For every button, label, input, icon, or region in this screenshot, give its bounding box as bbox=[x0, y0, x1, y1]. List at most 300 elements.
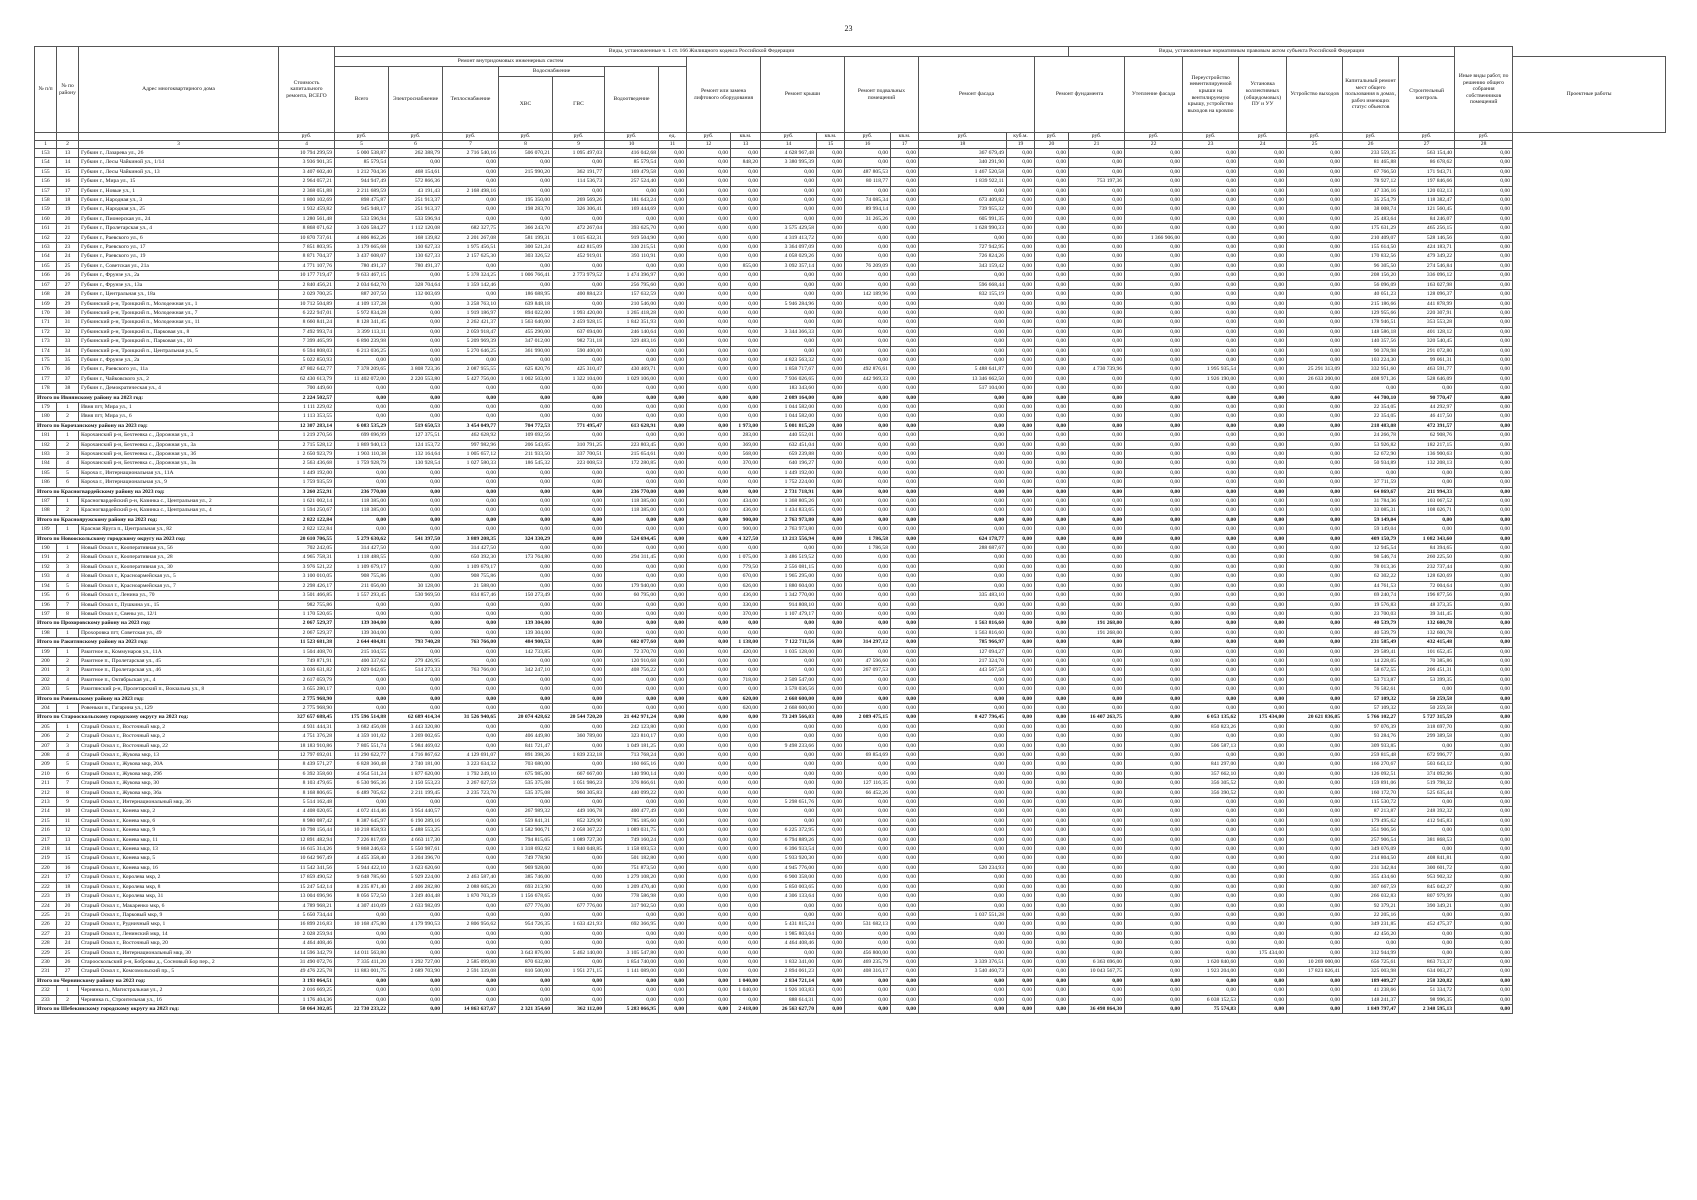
value-cell: 2 211 689,59 bbox=[335, 186, 389, 195]
value-cell: 0,00 bbox=[891, 826, 919, 835]
total-cell: 0,00 bbox=[687, 976, 731, 985]
value-cell: 0,00 bbox=[1125, 807, 1183, 816]
value-cell: 0,00 bbox=[659, 384, 687, 393]
value-cell: 0,00 bbox=[1183, 308, 1239, 317]
value-cell: 1 158 693,53 bbox=[605, 845, 659, 854]
total-cell: 0,00 bbox=[335, 393, 389, 402]
value-cell: 0,00 bbox=[891, 290, 919, 299]
value-cell: 0,00 bbox=[919, 882, 1007, 891]
value-cell: 0,00 bbox=[1069, 751, 1125, 760]
index-cell: 36 bbox=[57, 365, 79, 374]
total-cell: 0,00 bbox=[687, 638, 731, 647]
value-cell: 0,00 bbox=[687, 609, 731, 618]
value-cell: 126 092,51 bbox=[1343, 769, 1399, 778]
value-cell: 0,00 bbox=[687, 544, 731, 553]
col-total: Всего bbox=[335, 67, 389, 133]
value-cell: 0,00 bbox=[1287, 224, 1343, 233]
value-cell: 0,00 bbox=[1125, 751, 1183, 760]
value-cell: 1 049 181,25 bbox=[605, 741, 659, 750]
value-cell: 0,00 bbox=[1183, 243, 1239, 252]
value-cell: 0,00 bbox=[891, 835, 919, 844]
value-cell: 436,00 bbox=[731, 591, 761, 600]
address-cell: Ракитное п., Коммунаров ул., 11А bbox=[79, 647, 279, 656]
value-cell: 0,00 bbox=[1287, 337, 1343, 346]
value-cell: 0,00 bbox=[1035, 243, 1069, 252]
value-cell: 7 378 209,65 bbox=[335, 365, 389, 374]
value-cell: 0,00 bbox=[443, 177, 499, 186]
index-cell: 164 bbox=[35, 252, 57, 261]
address-cell: Старый Оскол г., Конева мкр, 9 bbox=[79, 826, 279, 835]
value-cell: 634 003,27 bbox=[1399, 967, 1455, 976]
unit-cell: руб. bbox=[443, 133, 499, 141]
value-cell: 0,00 bbox=[1239, 807, 1287, 816]
value-cell: 0,00 bbox=[1455, 214, 1513, 223]
value-cell: 0,00 bbox=[389, 158, 443, 167]
col-foundation: Ремонт фундамента bbox=[1035, 57, 1125, 133]
value-cell: 0,00 bbox=[553, 572, 605, 581]
value-cell: 0,00 bbox=[731, 205, 761, 214]
value-cell: 0,00 bbox=[659, 647, 687, 656]
value-cell: 93 284,76 bbox=[1343, 732, 1399, 741]
value-cell: 136 900,63 bbox=[1399, 450, 1455, 459]
total-cell: 900,00 bbox=[731, 515, 761, 524]
value-cell: 0,00 bbox=[335, 703, 389, 712]
value-cell: 223 803,45 bbox=[605, 440, 659, 449]
value-cell: 309 933,85 bbox=[1343, 741, 1399, 750]
value-cell: 8 235 871,40 bbox=[335, 882, 389, 891]
value-cell: 0,00 bbox=[1035, 186, 1069, 195]
column-number-cell: 9 bbox=[553, 141, 605, 149]
value-cell: 140 990,14 bbox=[605, 769, 659, 778]
index-cell: 160 bbox=[35, 214, 57, 223]
value-cell: 0,00 bbox=[1239, 280, 1287, 289]
column-number-cell: 25 bbox=[1287, 141, 1343, 149]
table-row bbox=[35, 939, 1666, 948]
value-cell: 1 563 640,00 bbox=[499, 318, 553, 327]
value-cell: 0,00 bbox=[1035, 374, 1069, 383]
total-cell: 0,00 bbox=[1239, 421, 1287, 430]
table-row bbox=[35, 158, 1666, 167]
value-cell: 0,00 bbox=[1035, 816, 1069, 825]
value-cell: 0,00 bbox=[605, 355, 659, 364]
value-cell: 639 848,18 bbox=[499, 299, 553, 308]
value-cell: 0,00 bbox=[389, 506, 443, 515]
total-cell: 0,00 bbox=[1125, 619, 1183, 628]
index-cell: 14 bbox=[57, 845, 79, 854]
value-cell: 0,00 bbox=[499, 798, 553, 807]
value-cell: 0,00 bbox=[845, 506, 891, 515]
value-cell: 0,00 bbox=[817, 459, 845, 468]
value-cell: 887 207,50 bbox=[335, 290, 389, 299]
value-cell: 0,00 bbox=[1125, 703, 1183, 712]
value-cell: 0,00 bbox=[1007, 459, 1035, 468]
value-cell: 0,00 bbox=[817, 572, 845, 581]
value-cell: 0,00 bbox=[659, 600, 687, 609]
value-cell: 0,00 bbox=[1239, 798, 1287, 807]
value-cell: 267 097,53 bbox=[845, 666, 891, 675]
value-cell: 0,00 bbox=[687, 412, 731, 421]
value-cell: 0,00 bbox=[1069, 910, 1125, 919]
value-cell: 0,00 bbox=[659, 459, 687, 468]
value-cell: 0,00 bbox=[1007, 600, 1035, 609]
value-cell: 0,00 bbox=[731, 816, 761, 825]
address-cell: Губкин г., Фрунзе ул., 2а bbox=[79, 355, 279, 364]
address-cell: Губкинский р-н, Троицкий п., Молодежная ул., 1 bbox=[79, 299, 279, 308]
value-cell: 332 951,60 bbox=[1343, 365, 1399, 374]
value-cell: 0,00 bbox=[731, 995, 761, 1004]
value-cell: 0,00 bbox=[1239, 506, 1287, 515]
index-cell: 228 bbox=[35, 939, 57, 948]
total-cell: 0,00 bbox=[389, 515, 443, 524]
value-cell: 0,00 bbox=[1069, 581, 1125, 590]
value-cell: 530 969,50 bbox=[389, 591, 443, 600]
value-cell: 0,00 bbox=[891, 675, 919, 684]
value-cell: 0,00 bbox=[1183, 506, 1239, 515]
index-cell: 29 bbox=[57, 299, 79, 308]
address-cell: Старый Оскол г., Интернациональный мкр, 30 bbox=[79, 948, 279, 957]
total-cell: 218 483,08 bbox=[1343, 421, 1399, 430]
value-cell: 0,00 bbox=[919, 807, 1007, 816]
value-cell: 0,00 bbox=[891, 986, 919, 995]
value-cell: 0,00 bbox=[389, 929, 443, 938]
value-cell: 0,00 bbox=[553, 760, 605, 769]
value-cell: 0,00 bbox=[1035, 196, 1069, 205]
value-cell: 0,00 bbox=[1183, 920, 1239, 929]
value-cell: 6 213 036,25 bbox=[335, 346, 389, 355]
value-cell: 0,00 bbox=[1239, 468, 1287, 477]
value-cell: 0,00 bbox=[919, 497, 1007, 506]
value-cell: 0,00 bbox=[1035, 205, 1069, 214]
value-cell: 0,00 bbox=[687, 591, 731, 600]
value-cell: 0,00 bbox=[891, 318, 919, 327]
total-cell: 0,00 bbox=[817, 694, 845, 703]
value-cell: 0,00 bbox=[1455, 525, 1513, 534]
value-cell: 0,00 bbox=[817, 798, 845, 807]
value-cell: 0,00 bbox=[817, 892, 845, 901]
value-cell: 449 106,78 bbox=[553, 807, 605, 816]
total-cell: 0,00 bbox=[1125, 976, 1183, 985]
value-cell: 0,00 bbox=[1183, 609, 1239, 618]
table-row bbox=[35, 252, 1666, 261]
value-cell: 5 378 324,25 bbox=[443, 271, 499, 280]
value-cell: 1 366 906,00 bbox=[1125, 233, 1183, 242]
value-cell: 0,00 bbox=[443, 355, 499, 364]
value-cell: 0,00 bbox=[1125, 384, 1183, 393]
total-cell: 0,00 bbox=[817, 713, 845, 722]
value-cell: 2 556 081,15 bbox=[761, 562, 817, 571]
value-cell: 0,00 bbox=[1125, 205, 1183, 214]
total-cell: 6 053 135,62 bbox=[1183, 713, 1239, 722]
value-cell: 442 815,09 bbox=[553, 243, 605, 252]
value-cell: 0,00 bbox=[1455, 196, 1513, 205]
address-cell: Губкин г., Раевского ул., 19 bbox=[79, 252, 279, 261]
value-cell: 0,00 bbox=[335, 600, 389, 609]
value-cell: 0,00 bbox=[731, 346, 761, 355]
value-cell: 0,00 bbox=[1183, 337, 1239, 346]
total-cell: 0,00 bbox=[1287, 393, 1343, 402]
total-cell: 0,00 bbox=[1455, 619, 1513, 628]
address-cell: Старый Оскол г., Ленинский мкр, 14 bbox=[79, 929, 279, 938]
value-cell: 2 211 199,45 bbox=[389, 788, 443, 797]
value-cell: 0,00 bbox=[605, 929, 659, 938]
value-cell: 0,00 bbox=[1035, 158, 1069, 167]
value-cell: 0,00 bbox=[817, 327, 845, 336]
total-cell: 236 770,00 bbox=[605, 487, 659, 496]
value-cell: 0,00 bbox=[659, 506, 687, 515]
value-cell: 62 302,22 bbox=[1343, 572, 1399, 581]
value-cell: 169 444,69 bbox=[605, 205, 659, 214]
value-cell: 0,00 bbox=[761, 214, 817, 223]
value-cell: 1 112 120,08 bbox=[389, 224, 443, 233]
value-cell: 330,00 bbox=[731, 600, 761, 609]
total-cell: 5 279 630,62 bbox=[335, 534, 389, 543]
value-cell: 0,00 bbox=[553, 355, 605, 364]
value-cell: 0,00 bbox=[659, 957, 687, 966]
value-cell: 0,00 bbox=[553, 497, 605, 506]
value-cell: 3 179 665,68 bbox=[335, 243, 389, 252]
total-label: Итого по Краснояружскому району на 2023 год: bbox=[35, 515, 279, 524]
value-cell: 1 434 833,65 bbox=[761, 506, 817, 515]
value-cell: 0,00 bbox=[443, 816, 499, 825]
value-cell: 832 155,19 bbox=[919, 290, 1007, 299]
total-cell: 2 089 164,00 bbox=[761, 393, 817, 402]
value-cell: 0,00 bbox=[1035, 252, 1069, 261]
value-cell: 0,00 bbox=[817, 214, 845, 223]
unit-cell: руб. bbox=[919, 133, 1007, 141]
address-cell: Новый Оскол г., Кооперативная ул., 28 bbox=[79, 553, 279, 562]
total-cell: 258 320,82 bbox=[1399, 976, 1455, 985]
value-cell: 0,00 bbox=[919, 722, 1007, 731]
total-cell: 3 809 208,35 bbox=[443, 534, 499, 543]
value-cell: 0,00 bbox=[389, 478, 443, 487]
value-cell: 0,00 bbox=[687, 751, 731, 760]
value-cell: 0,00 bbox=[1035, 769, 1069, 778]
value-cell: 0,00 bbox=[659, 271, 687, 280]
total-cell: 22 730 233,22 bbox=[335, 1004, 389, 1013]
value-cell: 0,00 bbox=[335, 412, 389, 421]
value-cell: 0,00 bbox=[659, 468, 687, 477]
value-cell: 0,00 bbox=[553, 600, 605, 609]
table-row bbox=[35, 280, 1666, 289]
value-cell: 0,00 bbox=[1287, 845, 1343, 854]
value-cell: 0,00 bbox=[1455, 873, 1513, 882]
value-cell: 0,00 bbox=[1455, 798, 1513, 807]
value-cell: 3 399 113,11 bbox=[335, 327, 389, 336]
value-cell: 0,00 bbox=[553, 280, 605, 289]
value-cell: 514 273,33 bbox=[389, 666, 443, 675]
value-cell: 0,00 bbox=[1069, 854, 1125, 863]
value-cell: 7 335 411,20 bbox=[335, 957, 389, 966]
value-cell: 0,00 bbox=[1007, 544, 1035, 553]
value-cell: 525 635,44 bbox=[1399, 788, 1455, 797]
value-cell: 0,00 bbox=[891, 591, 919, 600]
value-cell: 86 678,62 bbox=[1399, 158, 1455, 167]
value-cell: 1 089 031,75 bbox=[605, 826, 659, 835]
value-cell: 0,00 bbox=[1455, 845, 1513, 854]
value-cell: 0,00 bbox=[1007, 553, 1035, 562]
value-cell: 0,00 bbox=[553, 581, 605, 590]
value-cell: 0,00 bbox=[1239, 562, 1287, 571]
index-cell: 171 bbox=[35, 318, 57, 327]
index-cell: 181 bbox=[35, 431, 57, 440]
value-cell: 0,00 bbox=[659, 308, 687, 317]
index-cell: 213 bbox=[35, 798, 57, 807]
value-cell: 3 249 404,48 bbox=[389, 892, 443, 901]
address-cell: Губкинский р-н, Троицкий п., Центральная ул., 5 bbox=[79, 346, 279, 355]
value-cell: 62 908,76 bbox=[1399, 431, 1455, 440]
value-cell: 408 316,17 bbox=[845, 967, 891, 976]
value-cell: 0,00 bbox=[687, 186, 731, 195]
table-row bbox=[35, 656, 1666, 665]
value-cell: 677 776,00 bbox=[499, 901, 553, 910]
total-cell: 0,00 bbox=[1239, 534, 1287, 543]
value-cell: 0,00 bbox=[443, 807, 499, 816]
value-cell: 0,00 bbox=[389, 553, 443, 562]
value-cell: 2 633 982,09 bbox=[389, 901, 443, 910]
value-cell: 0,00 bbox=[1007, 609, 1035, 618]
value-cell: 0,00 bbox=[1035, 346, 1069, 355]
address-cell: Старый Оскол г., Конева мкр, 5 bbox=[79, 854, 279, 863]
value-cell: 0,00 bbox=[687, 261, 731, 270]
value-cell: 0,00 bbox=[731, 402, 761, 411]
value-cell: 14 228,05 bbox=[1343, 656, 1399, 665]
value-cell: 0,00 bbox=[1399, 741, 1455, 750]
value-cell: 4 455 358,40 bbox=[335, 854, 389, 863]
table-row bbox=[35, 581, 1666, 590]
value-cell: 0,00 bbox=[659, 751, 687, 760]
column-number-cell: 23 bbox=[1183, 141, 1239, 149]
value-cell: 274 546,84 bbox=[1399, 261, 1455, 270]
value-cell: 6 396 933,54 bbox=[761, 845, 817, 854]
value-cell: 0,00 bbox=[731, 892, 761, 901]
value-cell: 0,00 bbox=[687, 647, 731, 656]
unit-cell: руб. bbox=[389, 133, 443, 141]
value-cell: 340 291,90 bbox=[919, 158, 1007, 167]
column-number-cell: 16 bbox=[845, 141, 891, 149]
value-cell: 0,00 bbox=[1125, 553, 1183, 562]
value-cell: 650 392,30 bbox=[443, 553, 499, 562]
index-cell: 201 bbox=[35, 666, 57, 675]
value-cell: 0,00 bbox=[845, 591, 891, 600]
value-cell: 22 354,05 bbox=[1343, 412, 1399, 421]
value-cell: 1 923 204,00 bbox=[1183, 967, 1239, 976]
value-cell: 0,00 bbox=[1125, 910, 1183, 919]
index-cell: 203 bbox=[35, 685, 57, 694]
total-cell: 0,00 bbox=[1183, 393, 1239, 402]
value-cell: 0,00 bbox=[817, 252, 845, 261]
value-cell: 215 186,66 bbox=[1343, 299, 1399, 308]
value-cell: 0,00 bbox=[731, 939, 761, 948]
value-cell: 0,00 bbox=[891, 468, 919, 477]
total-cell: 0,00 bbox=[605, 515, 659, 524]
value-cell: 41 238,66 bbox=[1343, 986, 1399, 995]
value-cell: 1 176 404,36 bbox=[279, 995, 335, 1004]
total-cell: 31 526 940,65 bbox=[443, 713, 499, 722]
value-cell: 349 076,09 bbox=[1343, 845, 1399, 854]
value-cell: 0,00 bbox=[1239, 252, 1287, 261]
value-cell: 0,00 bbox=[1069, 788, 1125, 797]
value-cell: 0,00 bbox=[1125, 685, 1183, 694]
value-cell: 0,00 bbox=[1125, 412, 1183, 421]
value-cell: 0,00 bbox=[1239, 656, 1287, 665]
value-cell: 215 104,55 bbox=[335, 647, 389, 656]
total-cell: 0,00 bbox=[1183, 694, 1239, 703]
value-cell: 12 945,54 bbox=[1343, 544, 1399, 553]
value-cell: 0,00 bbox=[443, 939, 499, 948]
unit-cell: руб. bbox=[1183, 133, 1239, 141]
value-cell: 337 700,51 bbox=[553, 450, 605, 459]
total-cell: 0,00 bbox=[919, 487, 1007, 496]
value-cell: 0,00 bbox=[443, 948, 499, 957]
value-cell: 0,00 bbox=[1183, 816, 1239, 825]
value-cell: 0,00 bbox=[1035, 440, 1069, 449]
index-cell: 27 bbox=[57, 967, 79, 976]
value-cell: 130 928,54 bbox=[389, 459, 443, 468]
value-cell: 0,00 bbox=[891, 788, 919, 797]
value-cell: 5 209 969,39 bbox=[443, 337, 499, 346]
value-cell: 0,00 bbox=[443, 826, 499, 835]
value-cell: 0,00 bbox=[1069, 600, 1125, 609]
value-cell: 0,00 bbox=[1035, 167, 1069, 176]
address-cell: Губкинский р-н, Троицкий п., Парковая ул., 8 bbox=[79, 327, 279, 336]
value-cell: 279 426,95 bbox=[389, 656, 443, 665]
value-cell: 0,00 bbox=[1183, 666, 1239, 675]
total-cell: 0,00 bbox=[1239, 638, 1287, 647]
value-cell: 590 400,00 bbox=[553, 346, 605, 355]
total-cell: 0,00 bbox=[817, 638, 845, 647]
address-cell: Корочанский р-н, Бехтеевка с., Дорожная ул., 3б bbox=[79, 450, 279, 459]
value-cell: 0,00 bbox=[919, 854, 1007, 863]
value-cell: 0,00 bbox=[553, 995, 605, 1004]
value-cell: 0,00 bbox=[687, 854, 731, 863]
value-cell: 0,00 bbox=[1125, 798, 1183, 807]
value-cell: 0,00 bbox=[687, 459, 731, 468]
value-cell: 0,00 bbox=[1007, 760, 1035, 769]
table-row bbox=[35, 779, 1666, 788]
total-cell: 0,00 bbox=[687, 694, 731, 703]
value-cell: 0,00 bbox=[1125, 506, 1183, 515]
value-cell: 0,00 bbox=[1069, 402, 1125, 411]
value-cell: 0,00 bbox=[1455, 572, 1513, 581]
value-cell: 0,00 bbox=[1455, 355, 1513, 364]
value-cell: 0,00 bbox=[919, 562, 1007, 571]
value-cell: 0,00 bbox=[731, 910, 761, 919]
value-cell: 408 971,36 bbox=[1343, 374, 1399, 383]
value-cell: 1 027 580,33 bbox=[443, 459, 499, 468]
value-cell: 0,00 bbox=[845, 835, 891, 844]
value-cell: 0,00 bbox=[1125, 741, 1183, 750]
value-cell: 0,00 bbox=[817, 299, 845, 308]
value-cell: 1 839 232,18 bbox=[553, 751, 605, 760]
value-cell: 0,00 bbox=[1239, 365, 1287, 374]
value-cell: 954 726,35 bbox=[499, 920, 553, 929]
value-cell: 0,00 bbox=[1125, 873, 1183, 882]
value-cell: 0,00 bbox=[761, 788, 817, 797]
value-cell: 596 668,44 bbox=[919, 280, 1007, 289]
index-cell: 182 bbox=[35, 440, 57, 449]
total-cell: 0,00 bbox=[1239, 515, 1287, 524]
value-cell: 196 877,56 bbox=[1399, 591, 1455, 600]
value-cell: 0,00 bbox=[891, 741, 919, 750]
value-cell: 17 823 826,41 bbox=[1287, 967, 1343, 976]
value-cell: 0,00 bbox=[1239, 685, 1287, 694]
value-cell: 0,00 bbox=[1183, 167, 1239, 176]
value-cell: 0,00 bbox=[817, 807, 845, 816]
total-cell: 0,00 bbox=[687, 1004, 731, 1013]
total-cell: 0,00 bbox=[335, 515, 389, 524]
value-cell: 0,00 bbox=[389, 468, 443, 477]
value-cell: 0,00 bbox=[1183, 252, 1239, 261]
